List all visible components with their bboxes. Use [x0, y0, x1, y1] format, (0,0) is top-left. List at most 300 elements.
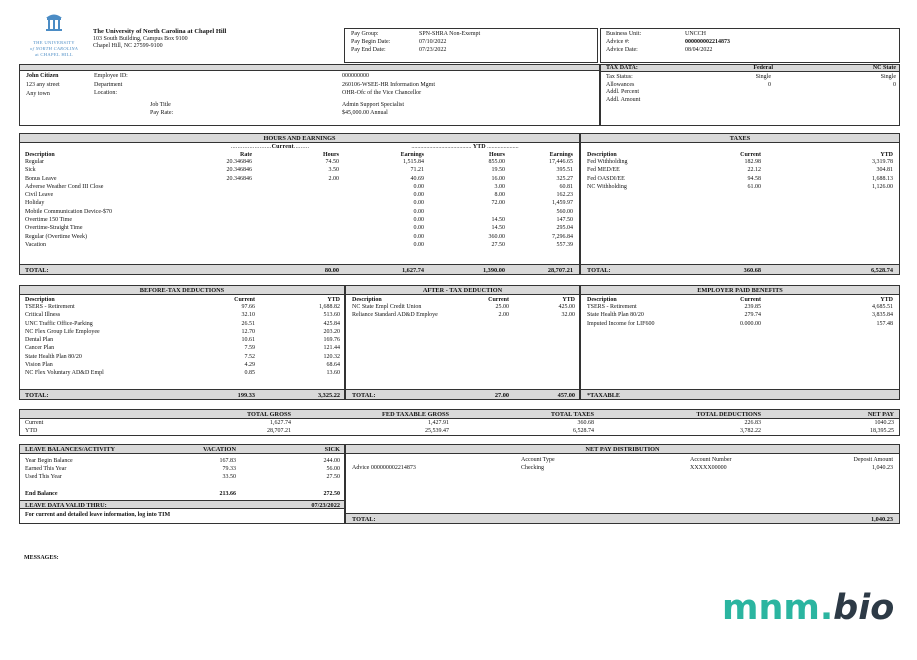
- after-tax-desc-header: Description: [352, 297, 382, 303]
- summary-net: 1040.23: [874, 420, 894, 426]
- net-pay-deposit-header: Deposit Amount: [853, 457, 893, 463]
- business-box: [600, 28, 900, 63]
- hours-ytd-earnings: 325.27: [556, 175, 573, 182]
- business-unit-label: Business Unit:: [606, 31, 642, 37]
- net-pay-account-number-header: Account Number: [690, 457, 732, 463]
- employer-paid-row: [581, 304, 899, 312]
- summary-gross: 28,707.21: [267, 427, 291, 434]
- ytd-label: YTD: [472, 144, 486, 150]
- before-tax-current: 7.59: [244, 345, 255, 352]
- pay-group-value: SPN-SHRA Non-Exempt: [419, 31, 481, 37]
- taxes-total-label: TOTAL:: [587, 267, 611, 274]
- net-pay-account-type: Checking: [521, 465, 544, 471]
- before-tax-ytd: 1,688.82: [319, 304, 340, 310]
- before-tax-row: [20, 329, 344, 337]
- hours-row: [20, 192, 579, 200]
- logo-line-3: at CHAPEL HILL: [35, 52, 73, 57]
- old-well-icon: [44, 10, 64, 32]
- tax-data-state-header: NC State: [872, 65, 896, 71]
- hours-desc: Bonus Leave: [25, 175, 57, 182]
- before-tax-current: 4.29: [244, 362, 255, 369]
- taxes-ytd: 1,688.13: [872, 175, 893, 182]
- before-tax-ytd-header: YTD: [327, 297, 340, 303]
- taxes-ytd: 304.81: [876, 167, 893, 174]
- employer-paid-ytd-header: YTD: [880, 297, 893, 303]
- hours-header-row: [20, 152, 579, 159]
- leave-vacation: 33.50: [222, 474, 236, 480]
- hours-earnings: 0.00: [413, 192, 424, 199]
- hours-earnings: 0.00: [413, 233, 424, 240]
- leave-sick: 244.00: [323, 458, 340, 464]
- hours-desc: Civil Leave: [25, 192, 54, 199]
- before-tax-desc: Cancer Plan: [25, 345, 55, 352]
- before-tax-current: 0.85: [244, 370, 255, 377]
- leave-end-sick: 272.50: [323, 491, 340, 497]
- before-tax-ytd: 13.60: [326, 370, 340, 377]
- summary-header-row: [20, 410, 899, 419]
- employer-paid-current-header: Current: [740, 297, 761, 303]
- tax-data-row: [601, 74, 899, 82]
- hours-desc: Sick: [25, 167, 36, 174]
- taxes-ytd: 3,319.78: [872, 159, 893, 165]
- hours-ytd-earnings: 395.51: [556, 167, 573, 174]
- employer-address-1: 103 South Building, Campus Box 9100: [93, 36, 188, 42]
- employee-id-value: 000000000: [342, 73, 369, 79]
- before-tax-row: [20, 304, 344, 312]
- tax-data-label: Addl. Amount: [606, 96, 641, 103]
- before-tax-ytd: 203.20: [323, 328, 340, 335]
- leave-info-text: For current and detailed leave information, log into TIM: [25, 512, 171, 518]
- before-tax-current: 7.52: [244, 353, 255, 360]
- taxes-desc: NC Withholding: [587, 183, 627, 190]
- after-tax-total-ytd: 457.00: [557, 392, 575, 399]
- leave-label: Earned This Year: [25, 466, 67, 472]
- tax-data-federal: 0: [768, 81, 771, 88]
- hours-desc: Overtime 150 Time: [25, 217, 73, 224]
- leave-title: LEAVE BALANCES/ACTIVITY: [25, 446, 115, 453]
- leave-row: [20, 474, 344, 482]
- watermark-part-2: bio: [833, 588, 895, 628]
- after-tax-desc: Reliance Standard AD&D Employe: [352, 312, 438, 319]
- before-tax-desc: NC Flex Group Life Employee: [25, 328, 100, 335]
- summary-deductions: 226.83: [744, 420, 761, 426]
- hours-earnings: 0.00: [413, 217, 424, 224]
- summary-net: 18,395.25: [870, 427, 894, 434]
- summary-taxes: 6,528.74: [573, 427, 594, 434]
- before-tax-row: [20, 312, 344, 320]
- taxes-total-current: 360.68: [743, 267, 761, 274]
- employee-town: Any town: [26, 91, 50, 97]
- hours-row: [20, 176, 579, 184]
- leave-box: [19, 444, 345, 524]
- summary-deductions-header: TOTAL DEDUCTIONS: [696, 411, 761, 418]
- hours-total-ytd-hours: 1,390.00: [482, 267, 505, 274]
- employer-paid-ytd: 3,835.84: [872, 312, 893, 319]
- hours-ytd-earnings: 162.23: [556, 192, 573, 199]
- net-pay-box: [345, 444, 900, 524]
- after-tax-ytd-header: YTD: [562, 297, 575, 303]
- after-tax-row: [346, 312, 579, 320]
- leave-vacation: 167.83: [219, 458, 236, 464]
- hours-hours-header: Hours: [322, 152, 339, 158]
- leave-sick-header: SICK: [324, 446, 340, 453]
- employer-paid-desc: TSERS - Retirement: [587, 304, 637, 310]
- hours-ytd-earnings: 560.00: [556, 208, 573, 215]
- before-tax-desc: State Health Plan 80/20: [25, 353, 82, 360]
- before-tax-ytd: 169.76: [323, 337, 340, 344]
- summary-taxes: 360.68: [577, 420, 594, 426]
- hours-desc: Regular: [25, 159, 44, 165]
- employer-paid-current: 0.000.00: [740, 320, 761, 327]
- hours-ytd-hours: 855.00: [488, 159, 505, 165]
- tax-data-box: [600, 64, 900, 126]
- after-tax-current-header: Current: [488, 297, 509, 303]
- before-tax-current: 10.61: [241, 337, 255, 344]
- tax-data-federal: Single: [755, 74, 771, 80]
- pay-group-label: Pay Group:: [351, 31, 379, 37]
- summary-row: [20, 428, 899, 436]
- tax-data-title: TAX DATA:: [606, 65, 638, 71]
- taxes-current: 182.98: [744, 159, 761, 165]
- taxes-row: [581, 167, 899, 175]
- taxes-current: 61.00: [747, 183, 761, 190]
- hours-earnings-title: HOURS AND EARNINGS: [20, 134, 579, 143]
- taxes-current: 94.58: [747, 175, 761, 182]
- after-tax-ytd: 32.00: [561, 312, 575, 319]
- summary-fed: 1,427.91: [428, 420, 449, 426]
- employee-id-label: Employee ID:: [94, 73, 128, 79]
- before-tax-current: 32.10: [241, 312, 255, 319]
- leave-valid-date: 07/23/2022: [311, 502, 340, 509]
- job-title-value: Admin Support Specialist: [342, 102, 404, 108]
- net-pay-advice: Advice 000000002214873: [352, 465, 416, 471]
- before-tax-header-row: [20, 297, 344, 304]
- taxes-desc-header: Description: [587, 152, 617, 158]
- advice-date-label: Advice Date:: [606, 47, 638, 53]
- taxes-row: [581, 176, 899, 184]
- current-label: Current: [271, 144, 294, 150]
- tax-data-row: [601, 82, 899, 90]
- net-pay-header-row: [346, 457, 899, 464]
- hours-earnings: 0.00: [413, 208, 424, 215]
- before-tax-desc: Dental Plan: [25, 337, 54, 344]
- hours-earnings-header: Earnings: [400, 152, 424, 158]
- watermark-part-1: mnm.: [722, 588, 834, 628]
- tax-data-state: Single: [880, 74, 896, 80]
- hours-earnings: 1,515.84: [403, 159, 424, 165]
- before-tax-desc: UNC Traffic Office-Parking: [25, 320, 93, 327]
- taxes-box: [580, 133, 900, 275]
- before-tax-total-current: 199.33: [237, 392, 255, 399]
- before-tax-current: 12.70: [241, 328, 255, 335]
- hours-row: [20, 217, 579, 225]
- before-tax-desc: TSERS - Retirement: [25, 304, 75, 310]
- tax-data-row: [601, 97, 899, 105]
- pay-info-box: [344, 28, 598, 63]
- before-tax-current: 97.66: [241, 304, 255, 310]
- hours-hours: 3.50: [328, 167, 339, 174]
- taxes-current-header: Current: [740, 152, 761, 158]
- hours-row: [20, 184, 579, 192]
- leave-label: Used This Year: [25, 474, 62, 480]
- hours-total-row: [20, 264, 579, 274]
- before-tax-total-label: TOTAL:: [25, 392, 49, 399]
- after-tax-ytd: 425.00: [558, 304, 575, 310]
- after-tax-title: AFTER - TAX DEDUCTION: [346, 286, 579, 295]
- leave-row: [20, 458, 344, 466]
- before-tax-desc: Critical Illness: [25, 312, 61, 319]
- hours-rate: 20.346846: [226, 159, 252, 165]
- after-tax-total-current: 27.00: [494, 392, 509, 399]
- hours-ytd-hours: 72.00: [491, 200, 505, 207]
- tax-data-label: Addl. Percent: [606, 89, 639, 95]
- pay-end-label: Pay End Date:: [351, 47, 386, 53]
- hours-hours: 74.50: [325, 159, 339, 165]
- hours-desc: Adverse Weather Cond III Close: [25, 183, 104, 190]
- hours-ytd-hours: 16.00: [491, 175, 505, 182]
- before-tax-desc: NC Flex Voluntary AD&D Empl: [25, 370, 104, 377]
- messages-label: MESSAGES:: [24, 555, 59, 561]
- summary-deductions: 3,782.22: [740, 427, 761, 434]
- taxes-ytd: 1,126.00: [872, 183, 893, 190]
- hours-total-hours: 80.00: [324, 267, 339, 274]
- employer-paid-footer-row: [581, 389, 899, 399]
- tax-data-state: 0: [893, 81, 896, 88]
- taxes-row: [581, 184, 899, 192]
- location-value: OHR-Ofc of the Vice Chancellor: [342, 90, 422, 96]
- hours-earnings: 0.00: [413, 183, 424, 190]
- job-title-label: Job Title: [150, 102, 171, 108]
- net-pay-account-type-header: Account Type: [521, 457, 555, 463]
- leave-valid-row: [20, 500, 344, 509]
- taxes-total-ytd: 6,528.74: [870, 267, 893, 274]
- before-tax-ytd: 425.84: [323, 320, 340, 327]
- summary-label: Current: [25, 420, 44, 426]
- department-label: Department: [94, 82, 123, 88]
- employer-paid-desc: Imputed Income for LIF600: [587, 320, 655, 327]
- employer-paid-row: [581, 321, 899, 329]
- hours-desc: Overtime-Straight Time: [25, 225, 83, 232]
- department-value: 260106-WSEE-HR Information Mgmt: [342, 82, 435, 88]
- taxes-current: 22.12: [747, 167, 761, 174]
- before-tax-ytd: 68.64: [326, 362, 340, 369]
- net-pay-total-label: TOTAL:: [352, 516, 376, 523]
- pay-end-value: 07/23/2022: [419, 47, 447, 53]
- summary-fed: 25,539.47: [425, 427, 449, 434]
- after-tax-header-row: [346, 297, 579, 304]
- tax-data-label: Tax Status:: [606, 74, 633, 80]
- employee-box: [19, 64, 600, 126]
- after-tax-total-row: [346, 389, 579, 399]
- summary-label: YTD: [25, 427, 38, 434]
- hours-total-ytd-earnings: 28,707.21: [547, 267, 573, 274]
- advice-date-value: 08/04/2022: [685, 47, 713, 53]
- ytd-header: ........................................ YTD .....................: [411, 144, 519, 150]
- watermark-logo: [722, 588, 894, 628]
- summary-gross-header: TOTAL GROSS: [246, 411, 291, 418]
- hours-row: [20, 242, 579, 250]
- university-logo: [24, 10, 84, 62]
- employer-paid-ytd: 4,685.51: [872, 304, 893, 310]
- hours-ytd-earnings: 147.50: [556, 217, 573, 224]
- taxes-ytd-header: YTD: [880, 152, 893, 158]
- hours-ytd-earnings: 60.81: [559, 183, 573, 190]
- before-tax-desc-header: Description: [25, 297, 55, 303]
- employer-paid-header-row: [581, 297, 899, 304]
- before-tax-current: 26.51: [241, 320, 255, 327]
- hours-ytd-earnings: 1,459.97: [552, 200, 573, 207]
- employer-paid-desc-header: Description: [587, 297, 617, 303]
- hours-ytd-earnings: 557.39: [556, 241, 573, 248]
- hours-ytd-earnings: 7,296.84: [552, 233, 573, 240]
- hours-earnings: 40.69: [410, 175, 424, 182]
- hours-total-earnings: 1,627.74: [401, 267, 424, 274]
- employer-name: The University of North Carolina at Chapel Hill: [93, 28, 227, 35]
- taxes-title: TAXES: [581, 134, 899, 143]
- net-pay-account-number: XXXXX00000: [690, 465, 727, 471]
- hours-desc-header: Description: [25, 152, 55, 158]
- taxes-desc: Fed Withholding: [587, 159, 628, 165]
- employer-paid-row: [581, 312, 899, 320]
- before-tax-total-row: [20, 389, 344, 399]
- logo-line-1: THE UNIVERSITY: [33, 40, 75, 45]
- before-tax-total-ytd: 3,325.22: [317, 392, 340, 399]
- before-tax-row: [20, 370, 344, 378]
- employer-paid-current: 279.74: [744, 312, 761, 319]
- hours-rate-header: Rate: [240, 152, 252, 158]
- hours-row: [20, 234, 579, 242]
- hours-rate: 20.346846: [226, 175, 252, 182]
- employer-paid-ytd: 157.48: [876, 320, 893, 327]
- taxes-row: [581, 159, 899, 167]
- before-tax-current-header: Current: [234, 297, 255, 303]
- net-pay-row: [346, 465, 899, 472]
- hours-earnings: 0.00: [413, 225, 424, 232]
- after-tax-current: 25.00: [495, 304, 509, 310]
- tax-data-label: Allowances: [606, 81, 635, 88]
- hours-hours: 2.00: [328, 175, 339, 182]
- employer-address-2: Chapel Hill, NC 27599-9100: [93, 43, 163, 49]
- summary-net-header: NET PAY: [867, 411, 894, 418]
- taxes-desc: Fed OASDI/EE: [587, 175, 625, 182]
- leave-vacation: 79.33: [222, 466, 236, 472]
- leave-valid-label: LEAVE DATA VALID THRU:: [25, 502, 107, 509]
- before-tax-ytd: 120.32: [323, 353, 340, 360]
- location-label: Location:: [94, 90, 117, 96]
- leave-header-row: [20, 445, 344, 454]
- employer-paid-desc: State Health Plan 80/20: [587, 312, 644, 319]
- leave-row: [20, 466, 344, 474]
- taxes-header-row: [581, 152, 899, 159]
- hours-row: [20, 200, 579, 208]
- hours-ytd-earnings-header: Earnings: [549, 152, 573, 158]
- hours-earnings: 0.00: [413, 200, 424, 207]
- employee-name: John Citizen: [26, 73, 59, 79]
- hours-row: [20, 167, 579, 175]
- hours-total-label: TOTAL:: [25, 267, 49, 274]
- before-tax-row: [20, 345, 344, 353]
- summary-row: [20, 420, 899, 428]
- hours-row: [20, 225, 579, 233]
- hours-desc: Holiday: [25, 200, 45, 207]
- leave-end-label: End Balance: [25, 491, 58, 497]
- hours-earnings: 0.00: [413, 241, 424, 248]
- net-pay-title: NET PAY DISTRIBUTION: [346, 445, 899, 454]
- pay-rate-label: Pay Rate:: [150, 110, 174, 116]
- before-tax-ytd: 513.60: [323, 312, 340, 319]
- hours-ytd-hours: 27.50: [491, 241, 505, 248]
- before-tax-ytd: 121.44: [323, 345, 340, 352]
- before-tax-desc: Vision Plan: [25, 362, 53, 369]
- after-tax-current: 2.00: [498, 312, 509, 319]
- employee-street: 123 any street: [26, 82, 60, 88]
- leave-end-vacation: 213.66: [219, 491, 236, 497]
- hours-ytd-hours: 14.50: [491, 225, 505, 232]
- pay-rate-value: $45,000.00 Annual: [342, 110, 388, 116]
- tax-data-federal-header: Federal: [753, 65, 773, 71]
- employer-paid-box: [580, 285, 900, 400]
- hours-desc: Regular (Overtime Week): [25, 233, 88, 240]
- before-tax-row: [20, 362, 344, 370]
- leave-vacation-header: VACATION: [202, 446, 236, 453]
- leave-label: Year Begin Balance: [25, 458, 73, 464]
- after-tax-box: [345, 285, 580, 400]
- taxable-note: *TAXABLE: [587, 392, 621, 399]
- hours-ytd-hours: 360.00: [488, 233, 505, 240]
- hours-desc: Vacation: [25, 241, 46, 248]
- leave-end-balance-row: [20, 491, 344, 498]
- net-pay-total-row: [346, 513, 899, 523]
- pay-begin-label: Pay Begin Date:: [351, 39, 391, 45]
- current-header: ........................Current.........: [230, 144, 310, 150]
- taxes-desc: Fed MED/EE: [587, 167, 620, 174]
- hours-rate: 20.346846: [226, 167, 252, 174]
- advice-number-label: Advice #:: [606, 39, 630, 45]
- net-pay-total-amount: 1,040.23: [870, 516, 893, 523]
- before-tax-box: [19, 285, 345, 400]
- hours-ytd-hours-header: Hours: [488, 152, 505, 158]
- summary-taxes-header: TOTAL TAXES: [550, 411, 594, 418]
- logo-line-2: of NORTH CAROLINA: [30, 46, 78, 51]
- pay-begin-value: 07/10/2022: [419, 39, 447, 45]
- summary-gross: 1,627.74: [270, 420, 291, 426]
- hours-desc: Mobile Communication Device-$70: [25, 208, 112, 215]
- leave-sick: 27.50: [326, 474, 340, 480]
- hours-ytd-hours: 3.00: [494, 183, 505, 190]
- hours-earnings-box: [19, 133, 580, 275]
- hours-ytd-hours: 19.50: [491, 167, 505, 174]
- before-tax-row: [20, 337, 344, 345]
- leave-sick: 56.00: [326, 466, 340, 472]
- net-pay-deposit: 1,040.23: [872, 465, 893, 471]
- advice-number-value: 000000002214873: [685, 39, 730, 45]
- hours-ytd-earnings: 17,446.65: [549, 159, 573, 165]
- before-tax-row: [20, 321, 344, 329]
- hours-ytd-earnings: 295.04: [556, 225, 573, 232]
- after-tax-desc: NC State Empl Credit Union: [352, 304, 422, 310]
- after-tax-total-label: TOTAL:: [352, 392, 376, 399]
- hours-row: [20, 209, 579, 217]
- employer-paid-current: 239.85: [744, 304, 761, 310]
- hours-ytd-hours: 8.00: [494, 192, 505, 199]
- business-unit-value: UNCCH: [685, 31, 707, 37]
- tax-data-row: [601, 89, 899, 97]
- before-tax-title: BEFORE-TAX DEDUCTIONS: [20, 286, 344, 295]
- after-tax-row: [346, 304, 579, 312]
- taxes-total-row: [581, 264, 899, 274]
- before-tax-row: [20, 354, 344, 362]
- hours-earnings: 71.21: [410, 167, 424, 174]
